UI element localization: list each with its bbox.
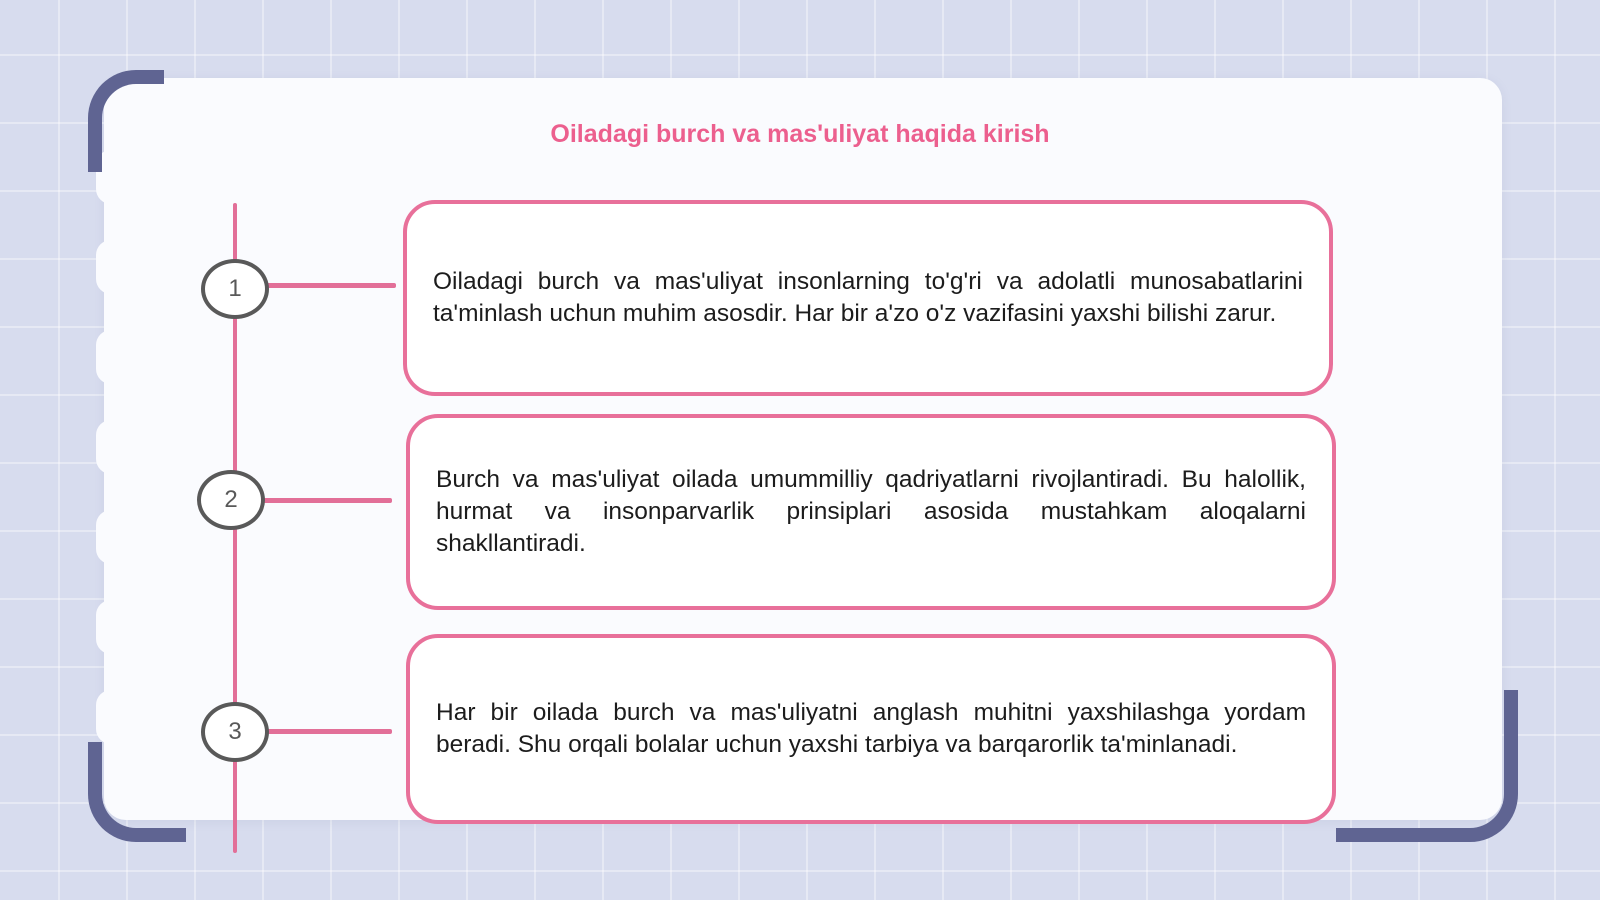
step-number-2: 2: [224, 486, 238, 513]
card-text-2: Burch va mas'uliyat oilada umummilliy qadriyatlarni rivojlantiradi. Bu halollik, hurmat va insonparvarlik prinsiplari asosida mustahkam aloqalarni shakllantiradi.: [436, 466, 1306, 557]
timeline-connector-3: [264, 729, 392, 734]
card-text-3: Har bir oilada burch va mas'uliyatni anglash muhitni yaxshilashga yordam beradi. Shu orqali bolalar uchun yaxshi tarbiya va barqarorlik ta'minlanadi.: [436, 699, 1306, 758]
frame-corner-bottom-right: [1336, 690, 1518, 842]
step-badge-2: [197, 470, 265, 530]
step-number-1: 1: [228, 275, 242, 302]
timeline-connector-2: [262, 498, 392, 503]
step-number-3: 3: [228, 718, 242, 745]
paper-edge-scallop: [96, 240, 126, 294]
step-badge-1: [201, 259, 269, 319]
content-card-3: [406, 634, 1336, 824]
paper-edge-scallop: [96, 330, 126, 384]
paper-edge-scallop: [96, 600, 126, 654]
paper-edge-scallop: [96, 420, 126, 474]
frame-corner-bottom-left: [88, 742, 186, 842]
paper-edge-scallop: [96, 690, 126, 744]
timeline-connector-1: [266, 283, 396, 288]
slide-title: Oiladagi burch va mas'uliyat haqida kirish: [550, 120, 1050, 148]
step-badge-3: [201, 702, 269, 762]
card-text-1: Oiladagi burch va mas'uliyat insonlarning to'g'ri va adolatli munosabatlarini ta'minlash uchun muhim asosdir. Har bir a'zo o'z vazifasini yaxshi bilishi zarur.: [433, 268, 1303, 327]
frame-corner-top-left: [88, 70, 164, 172]
paper-edge-scallop: [96, 510, 126, 564]
content-card-1: [403, 200, 1333, 396]
content-card-2: [406, 414, 1336, 610]
